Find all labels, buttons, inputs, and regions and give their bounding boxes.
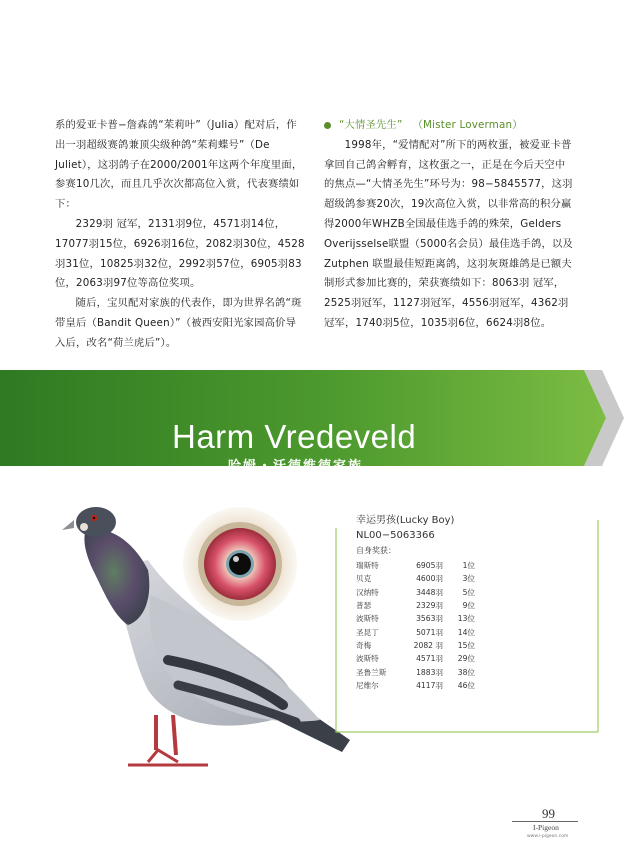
result-rank: 38位	[457, 667, 475, 677]
page-number: 99	[542, 806, 555, 821]
footer-url: www.i-pigeon.com	[527, 834, 569, 839]
left-paragraph-2: 2329羽 冠军，2131羽9位，4571羽14位，17077羽15位，6926羽16位，2082羽30位，4528羽31位，10825羽32位，2992羽57位，6905羽83位，2063羽97位等高位奖项。	[55, 217, 305, 290]
table-row	[356, 679, 475, 692]
result-birds: 4117羽	[416, 680, 443, 690]
right-text-column	[324, 116, 574, 334]
banner-title: Harm Vredeveld	[172, 418, 417, 455]
table-row	[356, 559, 475, 572]
result-birds: 5071羽	[416, 627, 443, 637]
subheading-english: （Mister Loverman）	[412, 119, 523, 131]
results-label: 自身奖获：	[356, 546, 396, 555]
left-paragraph-3: 随后，宝贝配对家族的代表作，即为世界名鸽“斑带皇后（Bandit Queen）”（被西安阳光家园高价导入后，改名“荷兰虎后”）。	[55, 297, 302, 349]
result-place: 贝克	[356, 574, 372, 584]
result-birds: 2082 羽	[413, 640, 443, 650]
result-rank: 13位	[457, 614, 475, 624]
pigeon-info-card	[330, 510, 600, 740]
left-paragraph-1: 系的爱亚卡普−詹森鸽“茱莉叶”（Julia）配对后，作出一羽超级赛鸽兼顶尖级种鸽“茱莉蝶号”（De Juliet），这羽鸽子在2000/2001年这两个年度里面，参赛10几次，而且几乎次次都高位入赏，代表赛绩如下：	[55, 119, 303, 211]
result-rank: 14位	[457, 627, 475, 637]
table-row	[356, 665, 475, 678]
result-birds: 4571羽	[416, 654, 443, 664]
result-birds: 1883羽	[416, 667, 443, 677]
pigeon-name: 幸运男孩(Lucky Boy)	[356, 515, 455, 526]
result-rank: 9位	[462, 601, 475, 611]
footer-brand: I-Pigeon	[533, 823, 559, 832]
banner-subtitle: 哈姆・沃德维德家族	[228, 459, 364, 474]
result-rank: 1位	[462, 561, 475, 571]
result-rank: 5位	[462, 587, 475, 597]
result-rank: 3位	[462, 574, 475, 584]
left-text-column	[55, 116, 305, 354]
right-paragraph: 1998年，“爱情配对”所下的两枚蛋，被爱亚卡普拿回自己鸽舍孵育，这枚蛋之一，正是在今后天空中的焦点—“大情圣先生”环号为：98−5845577，这羽超级鸽参赛20次，19次高位入赏，以非常高的积分赢得2000年WHZB全国最佳选手鸽的殊荣，Gelders Overijsselse联盟（5000名会员）最佳选手鸽，以及Zutphen 联盟最佳短距离鸽，这羽灰斑雄鸽是已额夫制形式参加比赛的，荣获赛绩如下：8063羽 冠军，2525羽冠军，1127羽冠军，4556羽冠军，4362羽冠军，1740羽5位，1035羽6位，6624羽8位。	[324, 138, 573, 329]
result-place: 奇梅	[356, 640, 372, 650]
result-place: 汉纳特	[356, 587, 379, 597]
card-content	[356, 510, 475, 692]
result-birds: 2329羽	[416, 601, 443, 611]
table-row	[356, 599, 475, 612]
result-place: 波斯特	[356, 654, 379, 664]
result-birds: 6905羽	[416, 561, 443, 571]
result-place: 普瑟	[356, 601, 372, 611]
table-row	[356, 572, 475, 585]
result-rank: 46位	[457, 680, 475, 690]
section-subheading	[324, 116, 574, 136]
pigeon-eye-photo	[182, 506, 298, 622]
result-rank: 15位	[457, 640, 475, 650]
table-row	[356, 586, 475, 599]
result-place: 瑞斯特	[356, 561, 379, 571]
bullet-icon	[324, 122, 331, 129]
ring-number: NL00−5063366	[356, 530, 435, 541]
result-place: 波斯特	[356, 614, 379, 624]
subheading-chinese: “大情圣先生”	[339, 119, 403, 131]
table-row	[356, 652, 475, 665]
result-rank: 29位	[457, 654, 475, 664]
results-table	[356, 559, 475, 692]
footer-divider	[512, 821, 578, 822]
result-place: 尼维尔	[356, 680, 379, 690]
result-birds: 3563羽	[416, 614, 443, 624]
result-place: 圣鲁兰斯	[356, 667, 387, 677]
result-birds: 3448羽	[416, 587, 443, 597]
table-row	[356, 612, 475, 625]
table-row	[356, 639, 475, 652]
result-birds: 4600羽	[416, 574, 443, 584]
result-place: 圣昆丁	[356, 627, 379, 637]
table-row	[356, 625, 475, 638]
